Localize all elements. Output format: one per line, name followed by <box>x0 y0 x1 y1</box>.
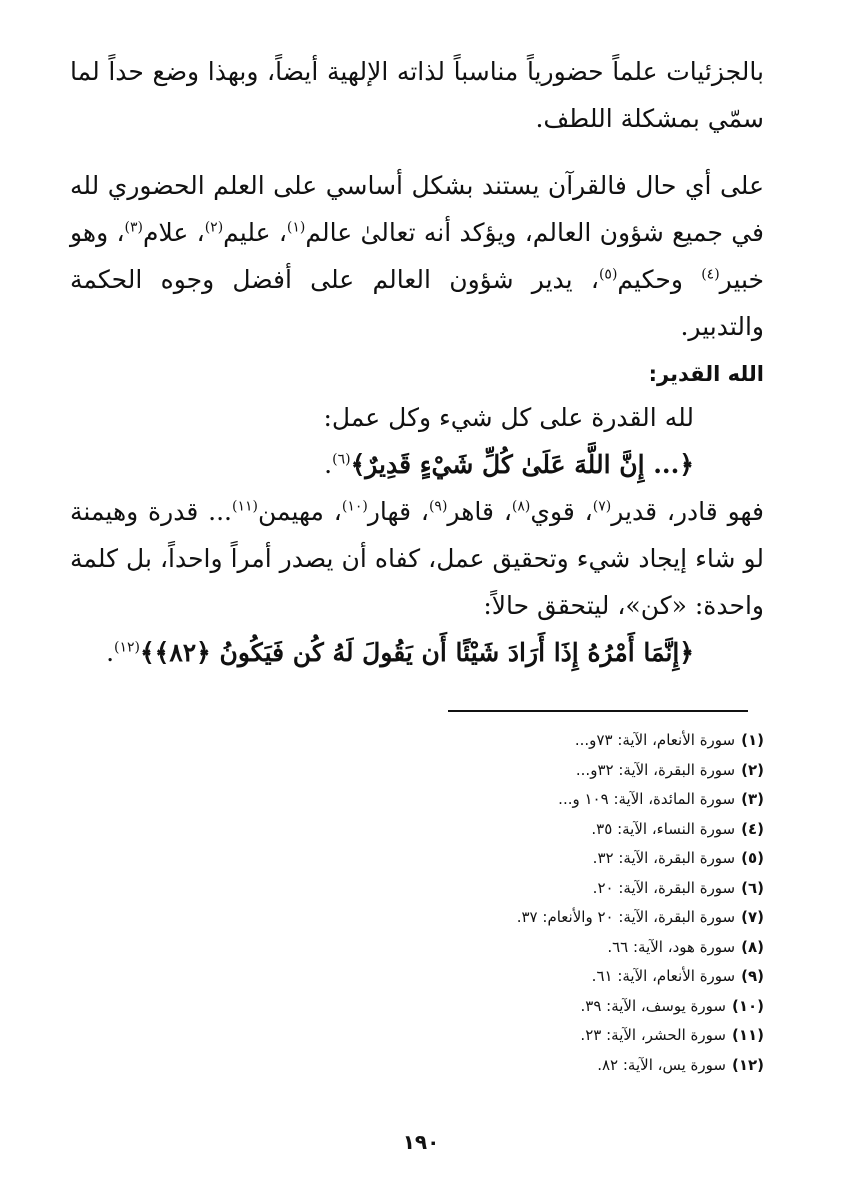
footnote-ref-12[interactable]: (١٢) <box>114 639 141 656</box>
footnote-item <box>517 815 764 845</box>
footnote-ref-9[interactable]: (٩) <box>428 498 448 515</box>
footnote-number: (٧) <box>741 908 764 926</box>
verse-2-end: . <box>106 638 115 667</box>
section-heading: الله القدير: <box>648 362 764 386</box>
footnote-text: سورة الأنعام، الآية: ٧٣و... <box>574 731 736 749</box>
footnote-text: سورة يوسف، الآية: ٣٩. <box>580 996 726 1015</box>
footnote-number: (١٢) <box>731 1055 764 1074</box>
footnote-item <box>517 1021 764 1051</box>
p2-text-4: ، وهو خبير <box>70 218 764 294</box>
footnote-ref-8[interactable]: (٨) <box>511 498 531 515</box>
footnote-item <box>517 726 764 756</box>
footnote-number: (٨) <box>741 937 764 956</box>
p4-text-3: ، قاهر <box>447 497 512 526</box>
p4-text-5: ، مهيمن <box>258 497 342 526</box>
paragraph-3: لله القدرة على كل شيء وكل عمل: <box>323 403 694 432</box>
verse-1-text: ﴿... إِنَّ اللَّهَ عَلَىٰ كُلِّ شَيْءٍ قَدِيرٌ﴾ <box>350 450 694 479</box>
footnote-text: سورة المائدة، الآية: ١٠٩ و... <box>558 790 736 808</box>
page-number: ١٩٠ <box>402 1130 440 1154</box>
footnotes-list <box>517 726 764 1080</box>
footnote-number: (١١) <box>731 1026 764 1044</box>
p2-text-6: ، يدير شؤون العالم على أفضل وجوه الحكمة والتدبير. <box>70 265 764 341</box>
footnote-item <box>517 874 764 904</box>
footnote-text: سورة البقرة، الآية: ٣٢. <box>592 849 736 867</box>
footnote-ref-11[interactable]: (١١) <box>232 498 258 515</box>
p4-text-2: ، قوي <box>530 497 593 526</box>
footnote-item <box>517 785 764 815</box>
footnote-text: سورة البقرة، الآية: ٢٠ والأنعام: ٣٧. <box>516 908 736 926</box>
p4-text-4: ، قهار <box>367 497 429 526</box>
footnote-ref-4[interactable]: (٤) <box>701 266 720 283</box>
paragraph-4 <box>70 488 764 629</box>
p4-text-6: ... قدرة وهيمنة لو شاء إيجاد شيء وتحقيق عمل، كفاه أن يصدر أمراً واحداً، بل كلمة واحدة: «كن»، ليتحقق حالاً: <box>70 497 764 620</box>
page-body <box>70 48 764 676</box>
footnote-number: (٢) <box>741 760 764 779</box>
footnote-number: (٥) <box>741 849 764 867</box>
p2-text-3: ، علام <box>143 218 205 247</box>
verse-1-end: . <box>324 450 333 479</box>
footnote-number: (٣) <box>741 790 764 808</box>
footnote-text: سورة البقرة، الآية: ٣٢و... <box>575 760 736 779</box>
p2-text-2: ، عليم <box>223 218 287 247</box>
footnote-number: (١) <box>741 731 764 749</box>
footnote-number: (١٠) <box>731 996 764 1015</box>
footnote-divider <box>448 710 748 712</box>
footnote-item <box>517 962 764 992</box>
quran-verse-1 <box>70 441 764 488</box>
footnote-item <box>517 1051 764 1081</box>
footnote-text: سورة الأنعام، الآية: ٦١. <box>591 967 736 985</box>
footnote-item <box>517 933 764 963</box>
footnote-ref-10[interactable]: (١٠) <box>341 498 368 515</box>
footnote-ref-7[interactable]: (٧) <box>592 498 612 515</box>
footnote-item <box>517 903 764 933</box>
footnote-text: سورة يس، الآية: ٨٢. <box>597 1055 726 1074</box>
footnote-ref-2[interactable]: (٢) <box>204 219 224 236</box>
footnote-text: سورة النساء، الآية: ٣٥. <box>591 819 736 838</box>
p4-text-1: فهو قادر، قدير <box>611 497 764 526</box>
footnote-number: (٦) <box>741 878 764 897</box>
footnote-ref-5[interactable]: (٥) <box>598 266 618 283</box>
footnote-ref-1[interactable]: (١) <box>286 219 306 236</box>
paragraph-2 <box>70 162 764 350</box>
paragraph-1: بالجزئيات علماً حضورياً مناسباً لذاته الإلهية أيضاً، وبهذا وضع حداً لما سمّي بمشكلة اللطف. <box>70 57 764 133</box>
footnote-text: سورة هود، الآية: ٦٦. <box>607 937 736 956</box>
footnote-item <box>517 992 764 1022</box>
footnote-text: سورة البقرة، الآية: ٢٠. <box>592 878 736 897</box>
footnote-text: سورة الحشر، الآية: ٢٣. <box>580 1026 726 1044</box>
p2-text-1: على أي حال فالقرآن يستند بشكل أساسي على العلم الحضوري لله في جميع شؤون العالم، ويؤكد أنه تعالىٰ عالم <box>70 171 765 247</box>
footnote-number: (٤) <box>741 819 764 838</box>
quran-verse-2 <box>70 629 764 676</box>
p2-text-5: وحكيم <box>617 265 702 294</box>
footnote-item <box>517 844 764 874</box>
verse-2-text: ﴿إِنَّمَا أَمْرُهُ إِذَا أَرَادَ شَيْئًا أَن يَقُولَ لَهُ كُن فَيَكُونُ ﴿٨٢﴾﴾ <box>140 638 694 667</box>
footnote-ref-6[interactable]: (٦) <box>332 451 351 468</box>
footnote-ref-3[interactable]: (٣) <box>124 219 144 236</box>
footnote-item <box>517 756 764 786</box>
footnote-number: (٩) <box>741 967 764 985</box>
